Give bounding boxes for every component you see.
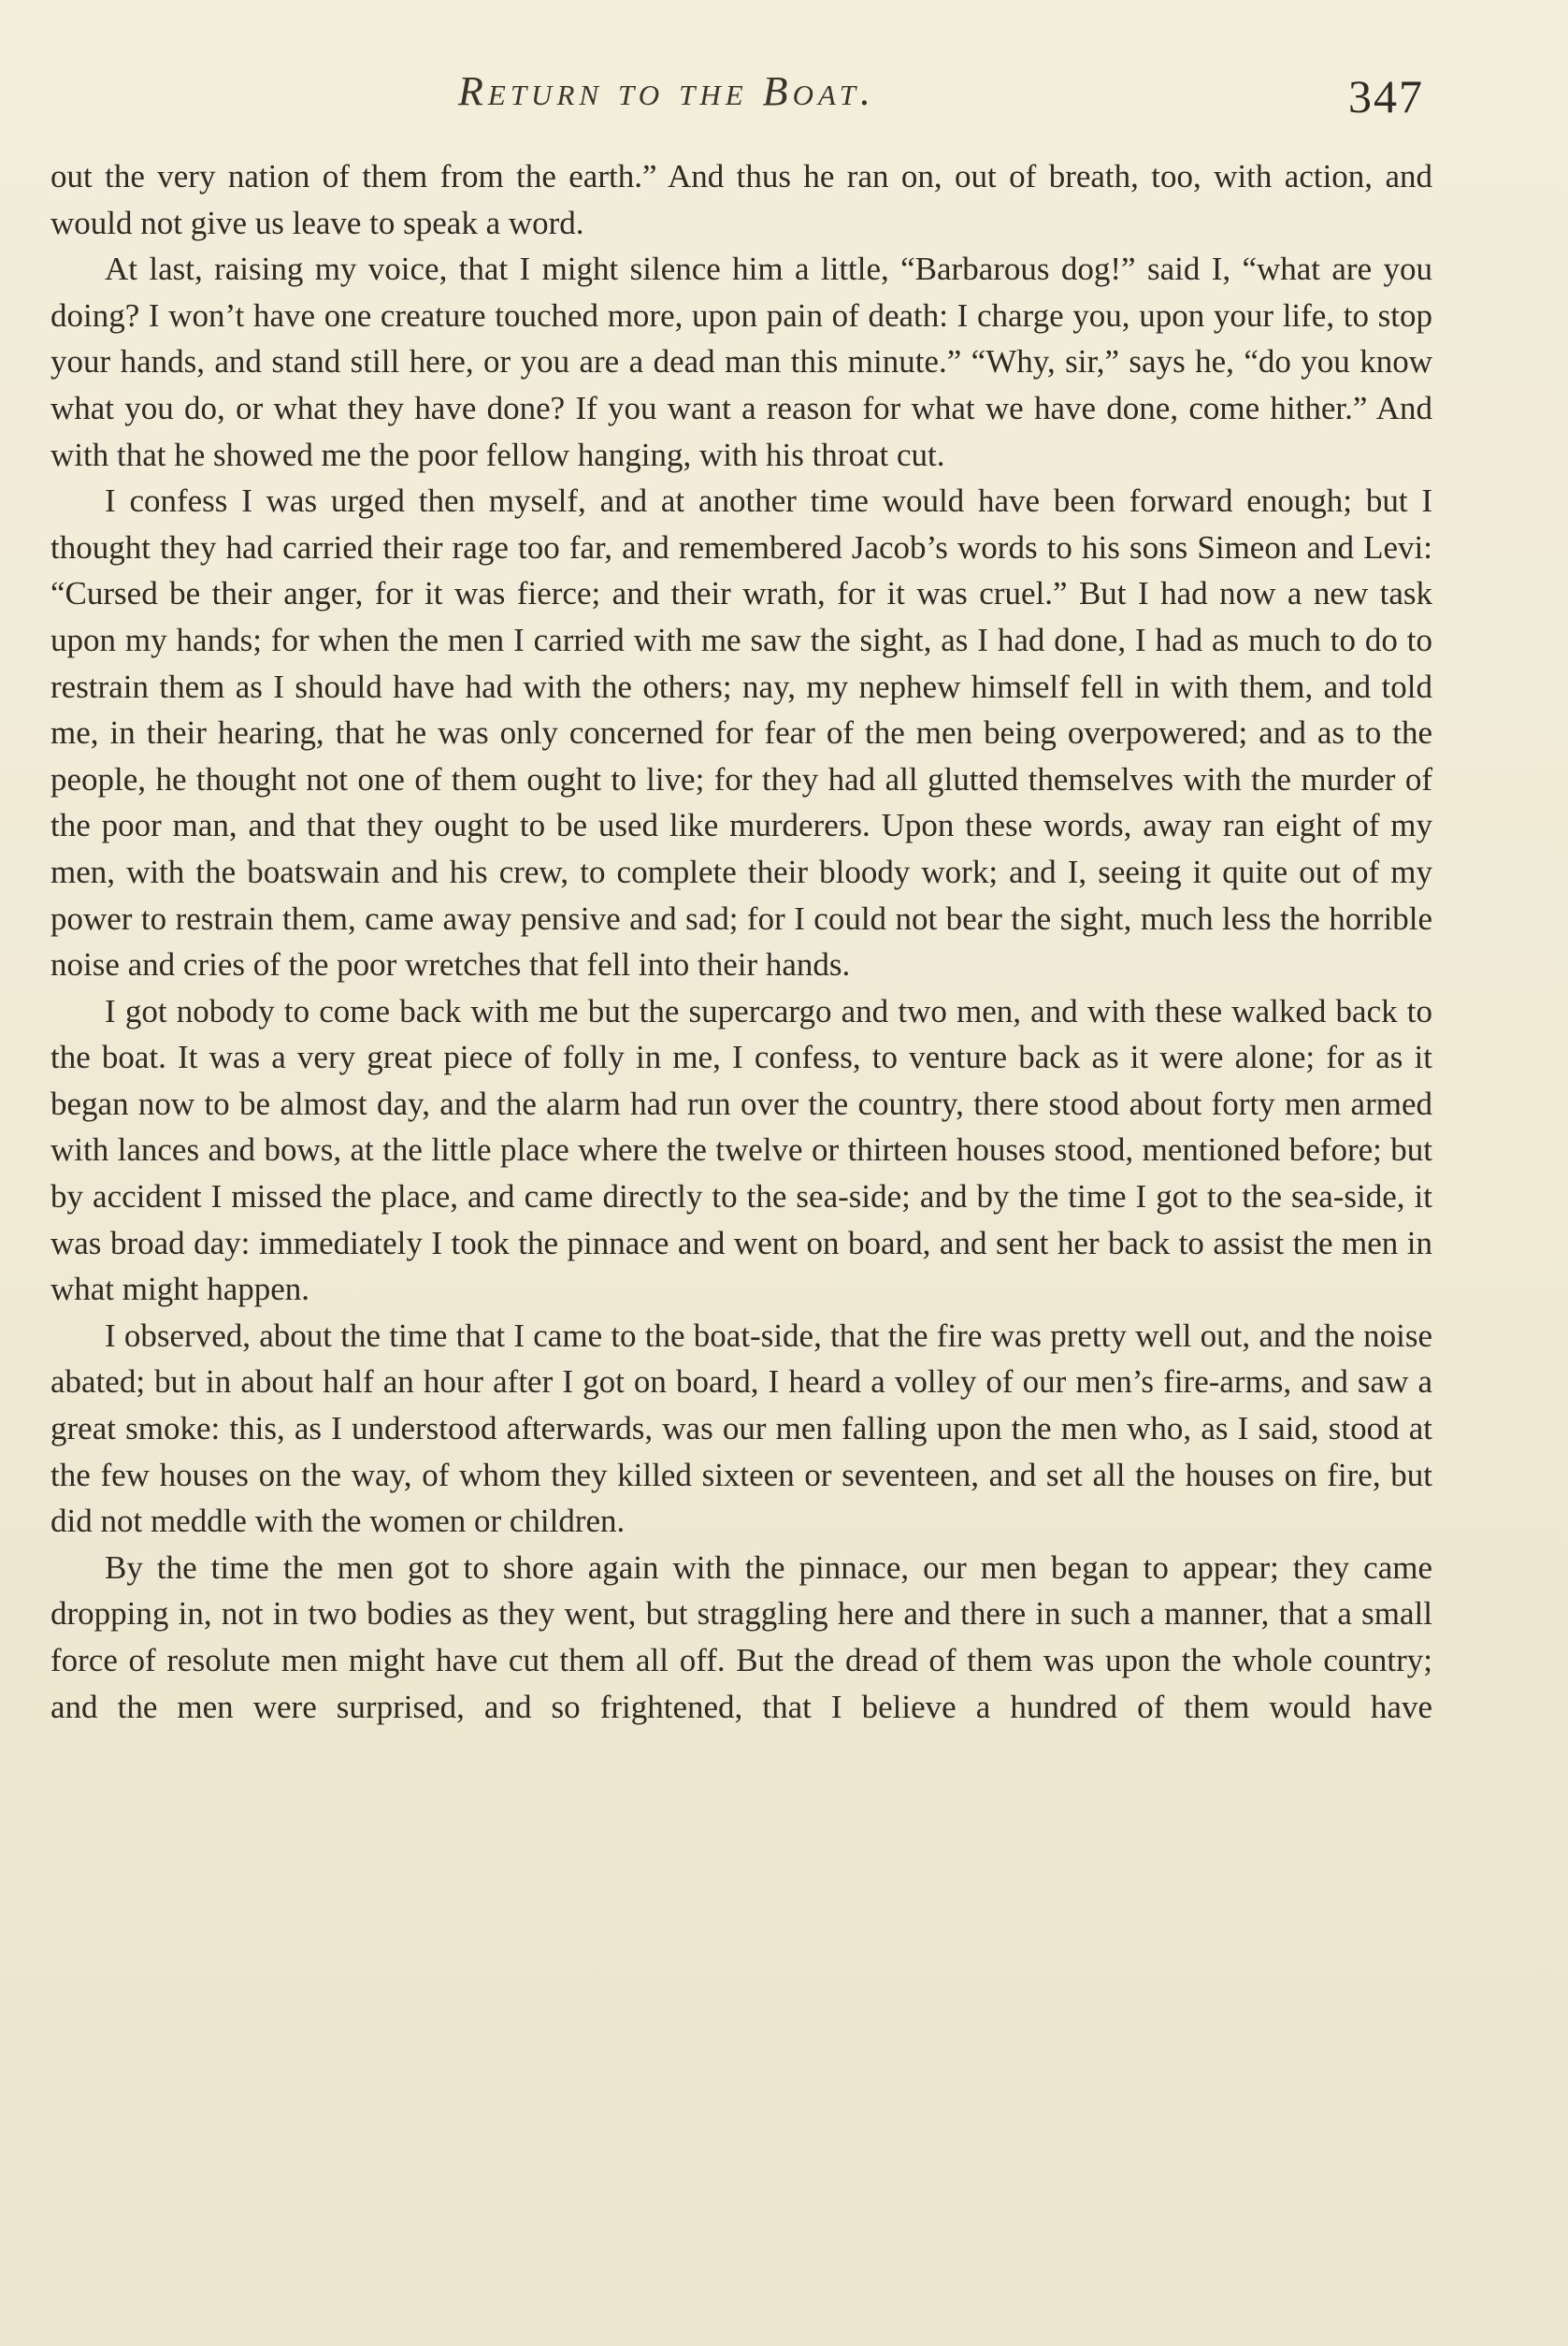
paragraph-5: I observed, about the time that I came to the boat-side, that the fire was pretty well out, and the noise abated; but in about half an hour after I got on board, I heard a volley of our men’s fire-arms, and saw a great smoke: this, as I understood afterwards, was our men falling upon the men who, as I said, stood at the few houses on the way, of whom they killed sixteen or seventeen, and set all the houses on fire, but did not meddle with the women or children. <box>50 1317 1432 1540</box>
body-text <box>50 153 1432 1730</box>
running-head <box>0 58 1568 133</box>
page-number: 347 <box>1348 70 1424 122</box>
running-title: Return to the Boat. <box>458 68 875 114</box>
paragraph-4: I got nobody to come back with me but the supercargo and two men, and with these walked back to the boat. It was a very great piece of folly in me, I confess, to venture back as it were alone; for as it began now to be almost day, and the alarm had run over the country, there stood about forty men armed with lances and bows, at the little place where the twelve or thirteen houses stood, mentioned before; but by accident I missed the place, and came directly to the sea-side; and by the time I got to the sea-side, it was broad day: immediately I took the pinnace and went on board, and sent her back to assist the men in what might happen. <box>50 992 1432 1308</box>
paragraph-3: I confess I was urged then myself, and at another time would have been forward enough; but I thought they had carried their rage too far, and remembered Jacob’s words to his sons Simeon and Levi: “Cursed be their anger, for it was fierce; and their wrath, for it was cruel.” But I had now a new task upon my hands; for when the men I carried with me saw the sight, as I had done, I had as much to do to restrain them as I should have had with the others; nay, my nephew himself fell in with them, and told me, in their hearing, that he was only concerned for fear of the men being overpowered; and as to the people, he thought not one of them ought to live; for they had all glutted themselves with the murder of the poor man, and that they ought to be used like murderers. Upon these words, away ran eight of my men, with the boatswain and his crew, to complete their bloody work; and I, seeing it quite out of my power to restrain them, came away pensive and sad; for I could not bear the sight, much less the horrible noise and cries of the poor wretches that fell into their hands. <box>50 482 1432 984</box>
paragraph-1: out the very nation of them from the earth.” And thus he ran on, out of breath, too, with action, and would not give us leave to speak a word. <box>50 158 1432 241</box>
paragraph-2: At last, raising my voice, that I might silence him a little, “Barbarous dog!” said I, “what are you doing? I won’t have one creature touched more, upon pain of death: I charge you, upon your life, to stop your hands, and stand still here, or you are a dead man this minute.” “Why, sir,” says he, “do you know what you do, or what they have done? If you want a reason for what we have done, come hither.” And with that he showed me the poor fellow hanging, with his throat cut. <box>50 251 1432 473</box>
paragraph-6: By the time the men got to shore again with the pinnace, our men began to appear; they came dropping in, not in two bodies as they went, but straggling here and there in such a manner, that a small force of resolute men might have cut them all off. But the dread of them was upon the whole country; and the men were surprised, and so frightened, that I believe a hundred of them would have <box>50 1548 1432 1725</box>
